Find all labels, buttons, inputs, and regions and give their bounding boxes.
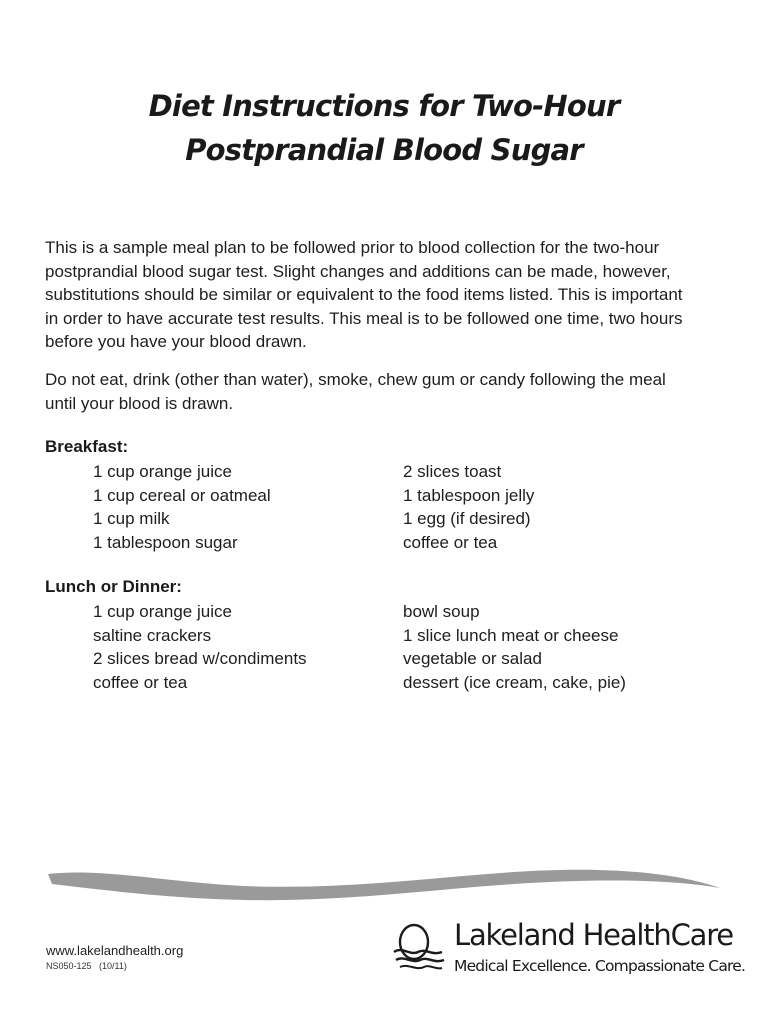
note-line: until your blood is drawn. <box>45 393 234 413</box>
lakeland-wave-logo-icon <box>392 922 450 974</box>
list-item: dessert (ice cream, cake, pie) <box>403 672 626 692</box>
list-item: 1 cup milk <box>93 509 170 528</box>
list-item: 1 tablespoon sugar <box>93 532 238 552</box>
document-title <box>60 84 708 172</box>
lunch-left-column <box>93 600 307 694</box>
intro-line: in order to have accurate test results. This meal is to be followed one time, two hours <box>45 308 683 328</box>
website-url: www.lakelandhealth.org <box>46 943 184 958</box>
list-item: 2 slices bread w/condiments <box>93 649 307 668</box>
intro-line: before you have your blood drawn. <box>45 332 307 351</box>
intro-line: This is a sample meal plan to be followed prior to blood collection for the two-hour <box>45 238 660 257</box>
form-code: NS050-125 (10/11) <box>46 961 127 971</box>
breakfast-heading: Breakfast: <box>45 437 129 456</box>
list-item: vegetable or salad <box>403 649 542 668</box>
list-item: 2 slices toast <box>403 462 502 481</box>
note-line: Do not eat, drink (other than water), smoke, chew gum or candy following the meal <box>45 370 666 389</box>
intro-line: substitutions should be similar or equivalent to the food items listed. This is important <box>45 285 683 304</box>
lakeland-healthcare-logo <box>392 918 746 980</box>
list-item: coffee or tea <box>403 532 498 552</box>
instruction-paragraph <box>45 368 735 415</box>
list-item: 1 cup orange juice <box>93 462 232 481</box>
decorative-swoosh <box>44 860 724 910</box>
list-item: 1 cup orange juice <box>93 602 232 621</box>
intro-line: postprandial blood sugar test. Slight changes and additions can be made, however, <box>45 261 671 281</box>
list-item: saltine crackers <box>93 625 212 645</box>
logo-name: Lakeland HealthCare <box>454 918 733 952</box>
logo-tagline: Medical Excellence. Compassionate Care. <box>454 957 746 975</box>
breakfast-right-column <box>403 460 534 554</box>
breakfast-left-column <box>93 460 271 554</box>
intro-paragraph <box>45 236 735 354</box>
list-item: 1 slice lunch meat or cheese <box>403 625 619 645</box>
list-item: coffee or tea <box>93 672 188 692</box>
list-item: 1 tablespoon jelly <box>403 485 535 505</box>
title-line-1: Diet Instructions for Two-Hour <box>148 89 620 123</box>
list-item: bowl soup <box>403 602 480 621</box>
lunch-dinner-heading: Lunch or Dinner: <box>45 577 182 596</box>
lunch-right-column <box>403 600 626 694</box>
list-item: 1 cup cereal or oatmeal <box>93 485 271 505</box>
title-line-2: Postprandial Blood Sugar <box>185 133 583 167</box>
list-item: 1 egg (if desired) <box>403 509 531 528</box>
